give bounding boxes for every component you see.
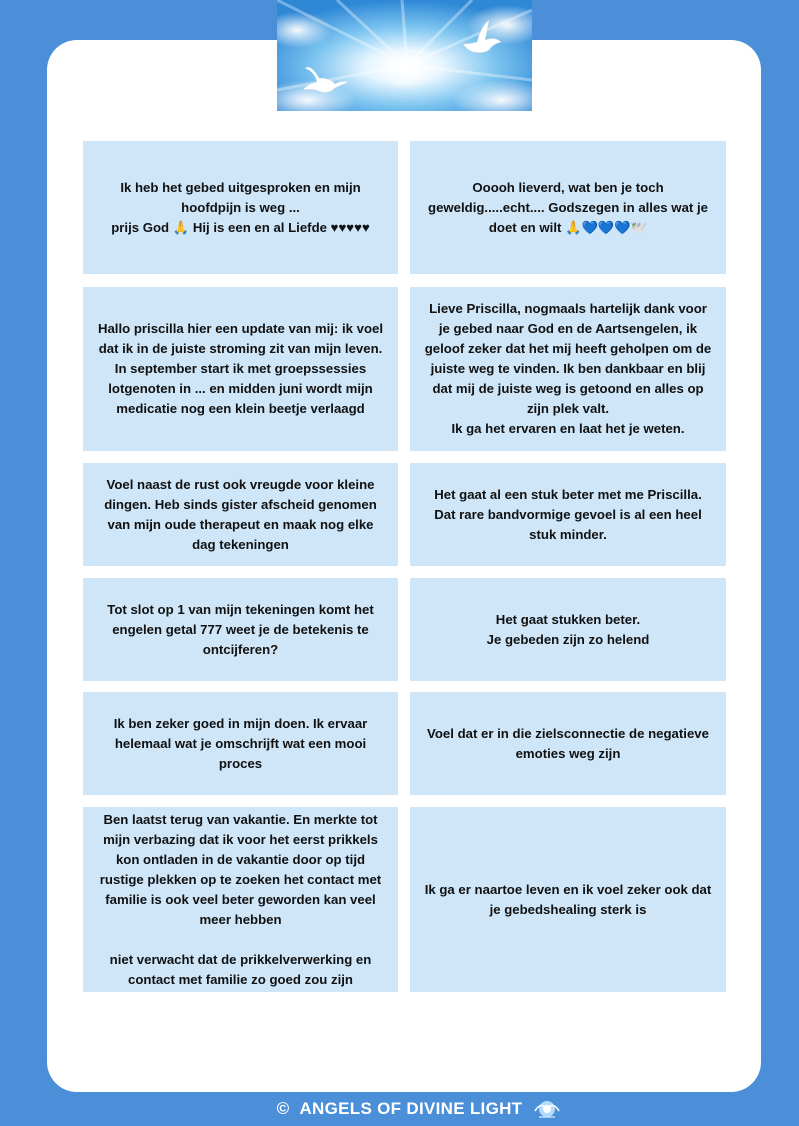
testimonial-box: Ooooh lieverd, wat ben je toch geweldig.....echt.... Godszegen in alles wat je doet en wilt 🙏💙💙💙🕊️ <box>410 141 726 274</box>
testimonial-box: Voel naast de rust ook vreugde voor kleine dingen. Heb sinds gister afscheid genomen van mijn oude therapeut en maak nog elke dag tekeningen <box>83 463 398 566</box>
testimonial-box: Hallo priscilla hier een update van mij: ik voel dat ik in de juiste stroming zit van mijn leven. In september start ik met groepssessies lotgenoten in ... en midden juni wordt mijn medicatie nog een klein beetje verlaagd <box>83 287 398 451</box>
testimonial-box: Ben laatst terug van vakantie. En merkte tot mijn verbazing dat ik voor het eerst prikkels kon ontladen in de vakantie door op tijd rustige plekken op te zoeken het contact met familie is ook veel beter geworden kan veel meer hebben niet verwacht dat de prikkelverwerking en contact met familie zo goed zou zijn <box>83 807 398 992</box>
angel-logo-icon <box>531 1097 563 1121</box>
footer <box>0 1096 799 1122</box>
heaven-doves-banner-image <box>277 0 532 111</box>
testimonial-box: Ik ben zeker goed in mijn doen. Ik ervaar helemaal wat je omschrijft wat een mooi proces <box>83 692 398 795</box>
testimonial-box: Het gaat stukken beter. Je gebeden zijn zo helend <box>410 578 726 681</box>
testimonial-box: Het gaat al een stuk beter met me Priscilla. Dat rare bandvormige gevoel is al een heel stuk minder. <box>410 463 726 566</box>
testimonial-box: Tot slot op 1 van mijn tekeningen komt het engelen getal 777 weet je de betekenis te ontcijferen? <box>83 578 398 681</box>
testimonial-box: Voel dat er in die zielsconnectie de negatieve emoties weg zijn <box>410 692 726 795</box>
footer-brand: ANGELS OF DIVINE LIGHT <box>299 1099 523 1118</box>
testimonial-box: Lieve Priscilla, nogmaals hartelijk dank voor je gebed naar God en de Aartsengelen, ik geloof zeker dat het mij heeft geholpen om de juiste weg te vinden. Ik ben dankbaar en blij dat mij de juiste weg is getoond en alles op zijn plek valt. Ik ga het ervaren en laat het je weten. <box>410 287 726 451</box>
testimonial-box: Ik ga er naartoe leven en ik voel zeker ook dat je gebedshealing sterk is <box>410 807 726 992</box>
testimonial-box: Ik heb het gebed uitgesproken en mijn hoofdpijn is weg ... prijs God 🙏 Hij is een en al Liefde ♥♥♥♥♥ <box>83 141 398 274</box>
copyright-symbol: © <box>276 1099 290 1118</box>
